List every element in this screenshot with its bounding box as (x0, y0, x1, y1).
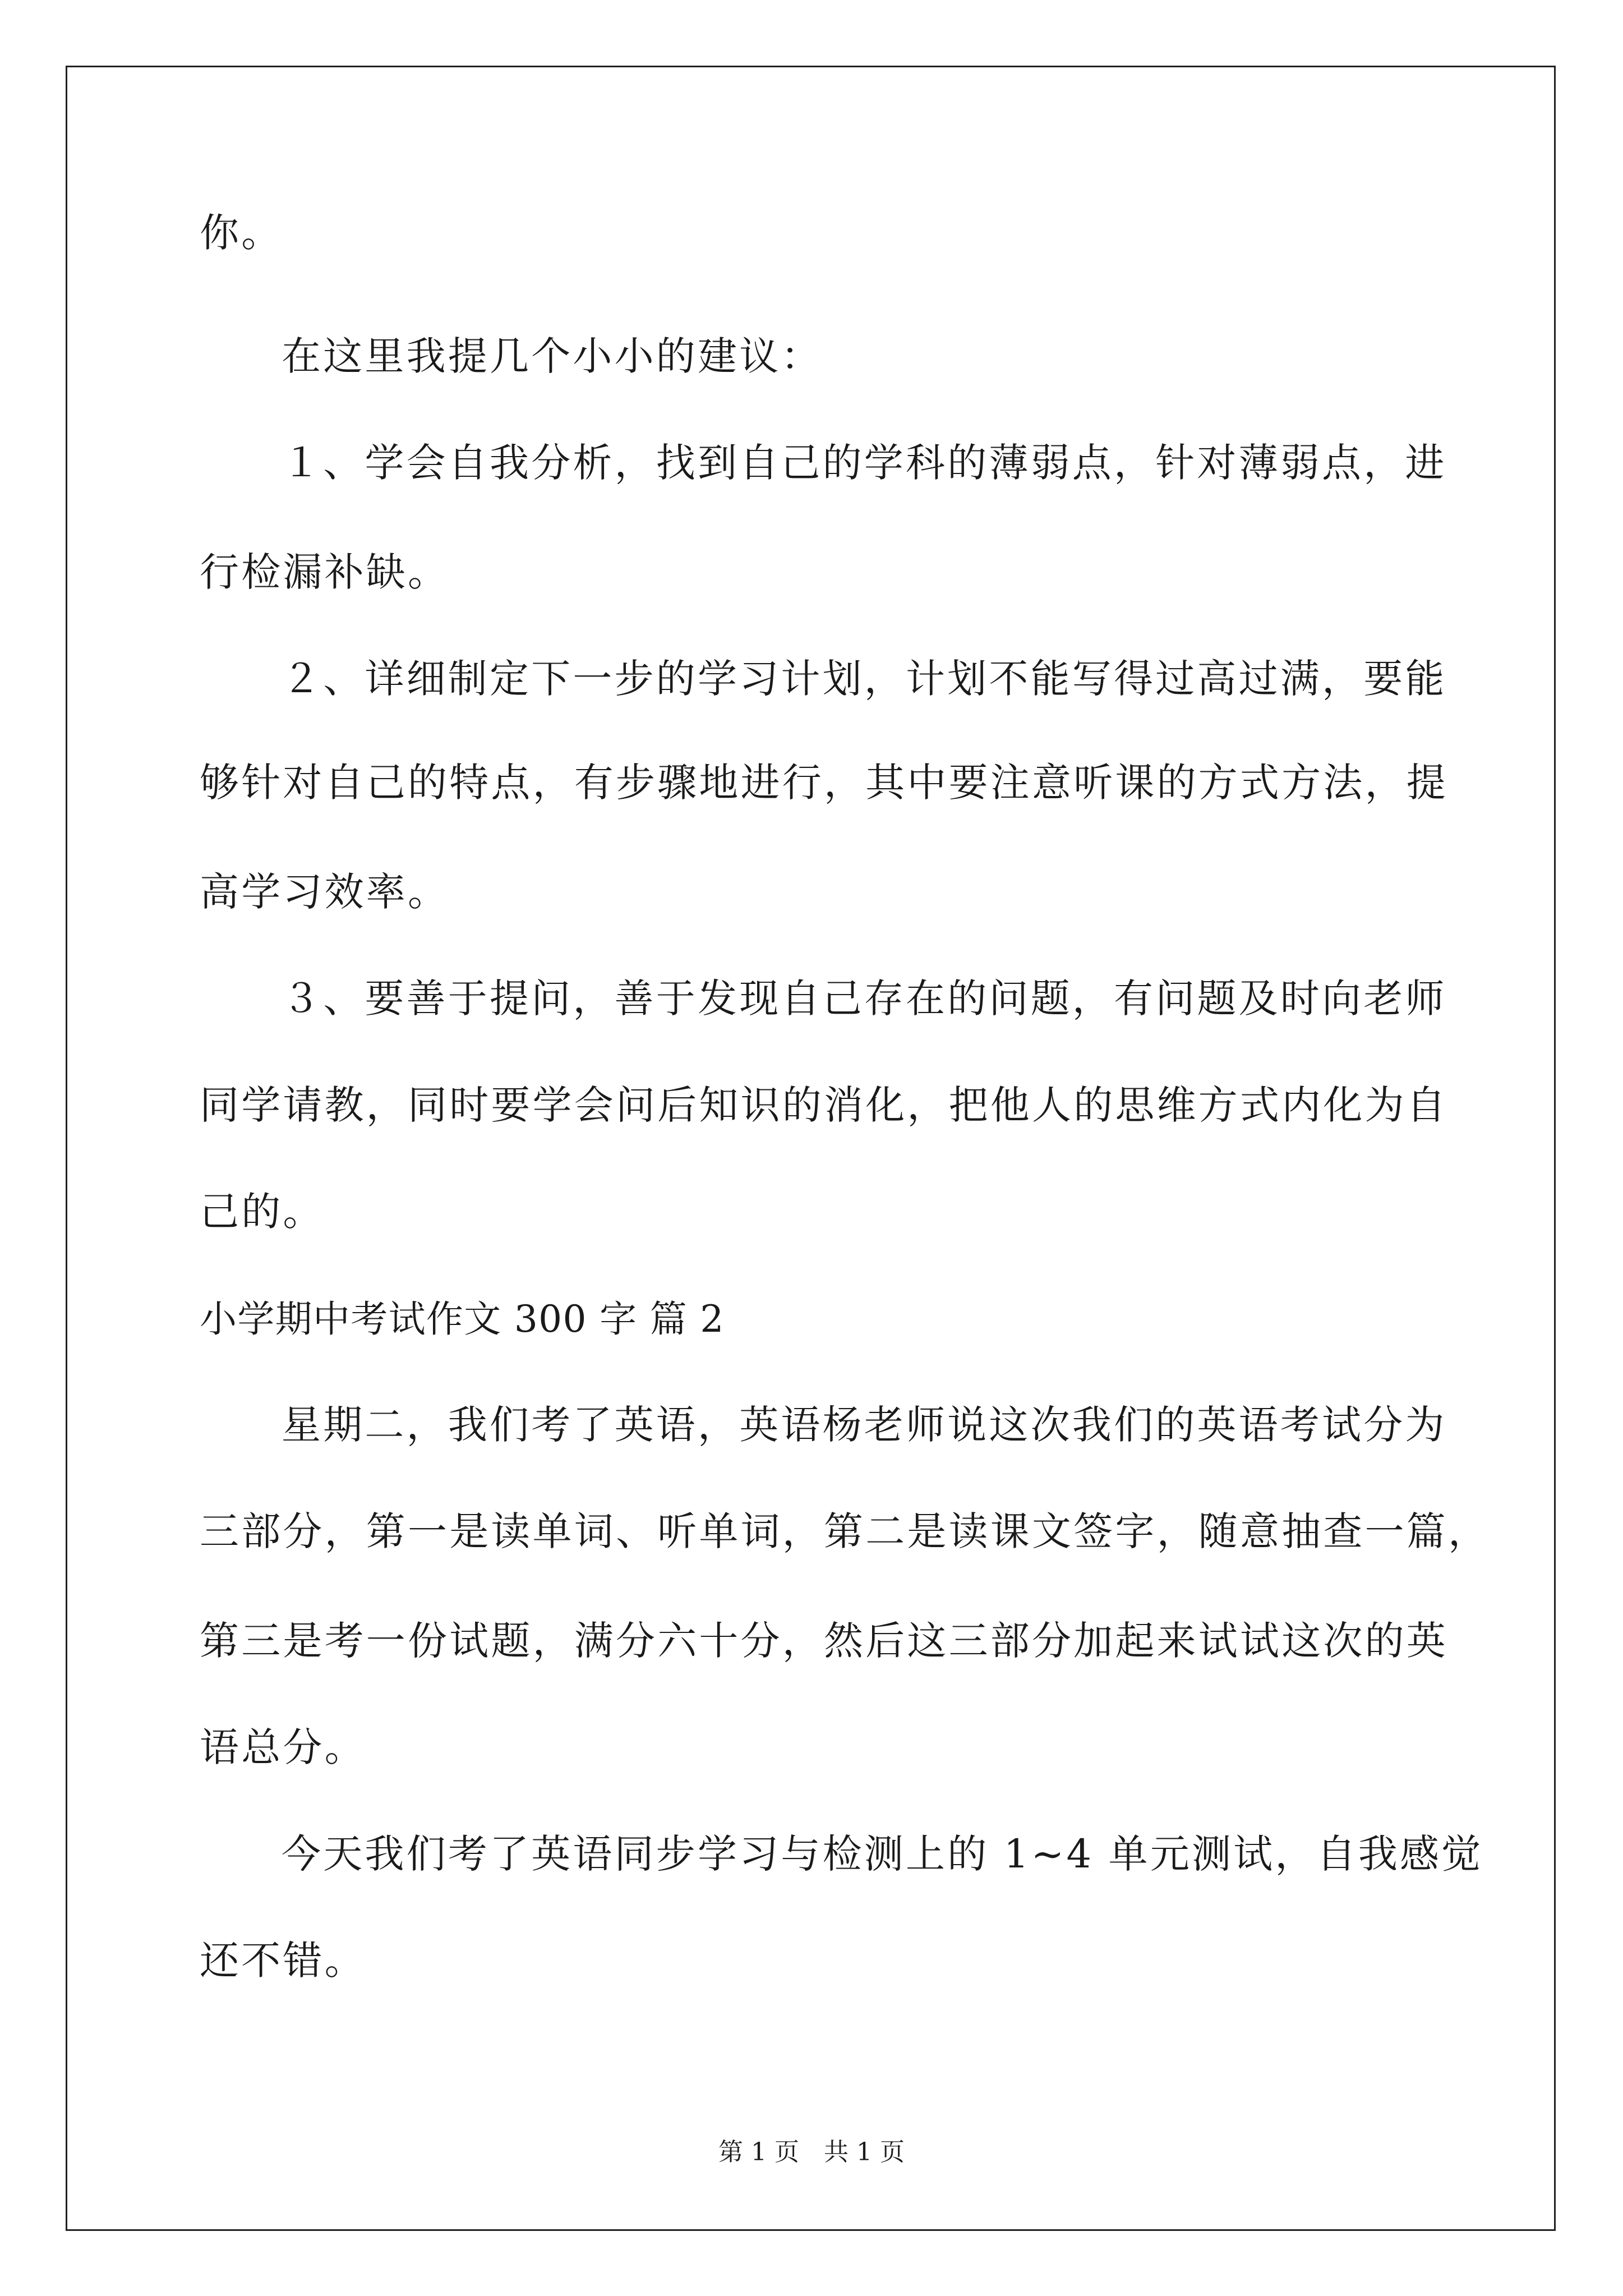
text-line: 己的。 (200, 1189, 325, 1235)
text-line: 还不错。 (200, 1938, 366, 1984)
text-line: 行检漏补缺。 (200, 549, 450, 595)
text-line: １、学会自我分析，找到自己的学科的薄弱点，针对薄弱点，进 (282, 440, 1447, 486)
text-line: ３、要善于提问，善于发现自己存在的问题，有问题及时向老师 (282, 976, 1447, 1022)
text-line: ２、详细制定下一步的学习计划，计划不能写得过高过满，要能 (282, 656, 1447, 702)
text-line: 星期二，我们考了英语，英语杨老师说这次我们的英语考试分为 (282, 1402, 1447, 1448)
text-line: 语总分。 (200, 1724, 366, 1770)
text-line: 第三是考一份试题，满分六十分，然后这三部分加起来试试这次的英 (200, 1618, 1448, 1664)
page-border (66, 66, 1556, 2231)
text-line: 够针对自己的特点，有步骤地进行，其中要注意听课的方式方法，提 (200, 760, 1448, 806)
text-line: 你。 (200, 210, 283, 256)
text-line: 同学请教，同时要学会问后知识的消化，把他人的思维方式内化为自 (200, 1082, 1448, 1128)
text-line: 三部分，第一是读单词、听单词，第二是读课文签字，随意抽查一篇， (200, 1508, 1490, 1554)
text-line: 高学习效率。 (200, 869, 450, 915)
section-heading: 小学期中考试作文 300 字 篇 2 (200, 1297, 725, 1341)
text-line: 今天我们考了英语同步学习与检测上的 1~4 单元测试，自我感觉 (282, 1831, 1483, 1877)
text-line: 在这里我提几个小小的建议： (282, 333, 823, 379)
page-number: 第 1 页 共 1 页 (718, 2138, 905, 2166)
